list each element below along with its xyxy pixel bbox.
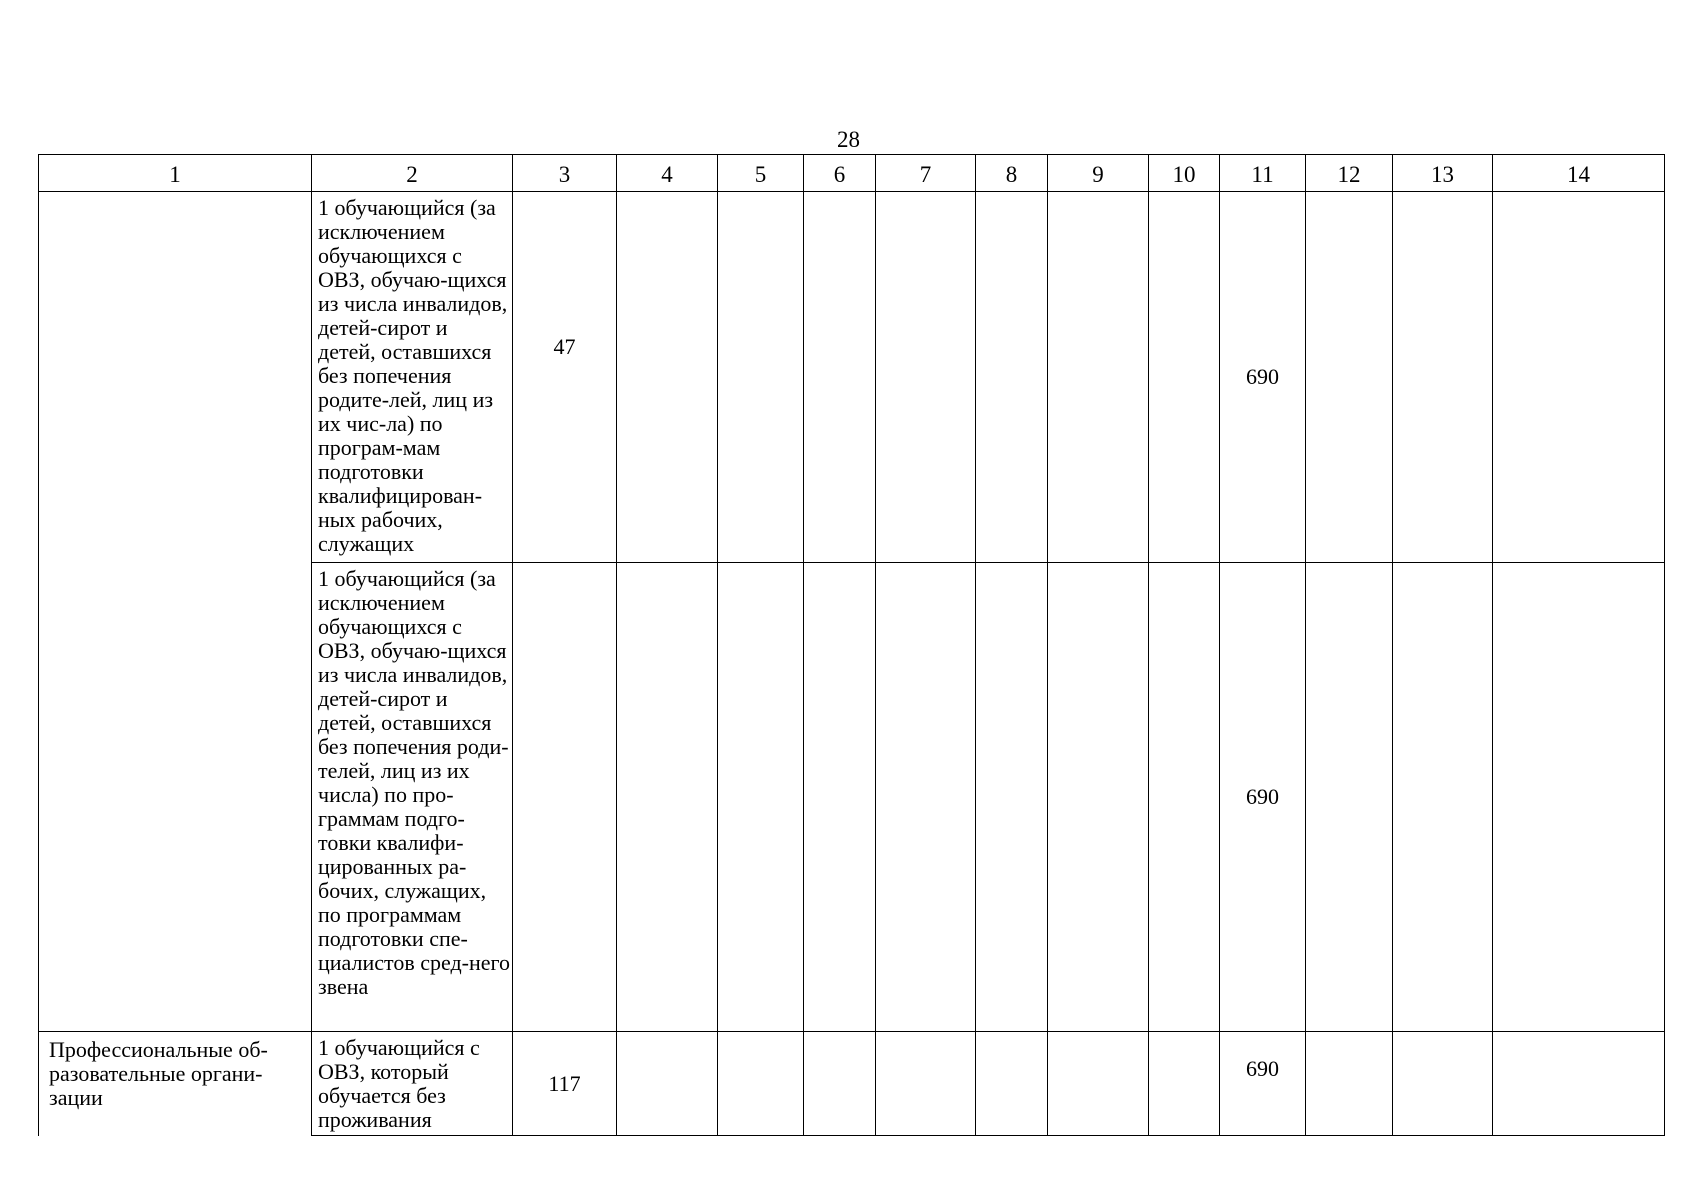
cell-empty	[876, 1032, 976, 1136]
cell-value-col3	[513, 1032, 617, 1136]
cell-empty	[1393, 1032, 1493, 1136]
column-header: 4	[617, 155, 718, 192]
value-col11: 690	[1246, 784, 1279, 809]
data-table	[38, 154, 1665, 1136]
cell-empty	[718, 192, 804, 563]
cell-empty	[718, 1032, 804, 1136]
column-header: 3	[513, 155, 617, 192]
cell-empty	[1493, 192, 1665, 563]
cell-empty	[1306, 563, 1393, 1032]
column-header: 2	[312, 155, 513, 192]
cell-empty	[1393, 563, 1493, 1032]
cell-organization: Профессиональные об-разовательные органи-зации	[39, 1032, 312, 1136]
cell-empty	[1149, 1032, 1220, 1136]
cell-empty	[804, 563, 876, 1032]
value-col11: 690	[1246, 364, 1279, 389]
column-header: 14	[1493, 155, 1665, 192]
table-row	[39, 192, 1665, 563]
cell-empty	[1149, 563, 1220, 1032]
cell-empty	[876, 192, 976, 563]
table-row	[39, 563, 1665, 1032]
value-col3: 47	[553, 334, 576, 359]
cell-empty	[718, 563, 804, 1032]
value-col11: 690	[1246, 1055, 1279, 1081]
cell-organization	[39, 563, 312, 1032]
cell-value-col11	[1220, 563, 1306, 1032]
cell-value-col3	[513, 563, 617, 1032]
cell-description: 1 обучающийся с ОВЗ, который обучается без проживания	[312, 1032, 513, 1136]
value-col3: 117	[548, 1070, 581, 1096]
header-row	[39, 155, 1665, 192]
cell-value-col3	[513, 192, 617, 563]
page-number: 28	[837, 127, 860, 152]
column-header: 9	[1048, 155, 1149, 192]
cell-empty	[617, 192, 718, 563]
cell-empty	[1048, 192, 1149, 563]
cell-empty	[1493, 1032, 1665, 1136]
cell-empty	[1048, 563, 1149, 1032]
cell-empty	[1493, 563, 1665, 1032]
cell-description: 1 обучающийся (за исключением обучающихся с ОВЗ, обучаю-щихся из числа инвалидов, детей-сирот и детей, оставшихся без попечения родите-лей, лиц из их чис-ла) по програм-мам подготовки квалифицирован-ных рабочих, служащих	[312, 192, 513, 563]
column-header: 7	[876, 155, 976, 192]
cell-empty	[976, 192, 1048, 563]
cell-empty	[617, 1032, 718, 1136]
cell-value-col11	[1220, 1032, 1306, 1136]
cell-empty	[1306, 192, 1393, 563]
cell-empty	[617, 563, 718, 1032]
cell-empty	[1306, 1032, 1393, 1136]
cell-empty	[876, 563, 976, 1032]
column-header: 12	[1306, 155, 1393, 192]
column-header: 5	[718, 155, 804, 192]
column-header: 11	[1220, 155, 1306, 192]
cell-empty	[1048, 1032, 1149, 1136]
column-header: 1	[39, 155, 312, 192]
cell-empty	[804, 1032, 876, 1136]
column-header: 10	[1149, 155, 1220, 192]
cell-empty	[1149, 192, 1220, 563]
cell-description: 1 обучающийся (за исключением обучающихся с ОВЗ, обучаю-щихся из числа инвалидов, детей-сирот и детей, оставшихся без попечения роди-телей, лиц из их числа) по про-граммам подго-товки квалифи-цированных ра-бочих, служащих, по программам подготовки спе-циалистов сред-него звена	[312, 563, 513, 1032]
cell-empty	[1393, 192, 1493, 563]
column-header: 13	[1393, 155, 1493, 192]
cell-empty	[804, 192, 876, 563]
cell-value-col11	[1220, 192, 1306, 563]
table-row	[39, 1032, 1665, 1136]
cell-organization	[39, 192, 312, 563]
cell-empty	[976, 1032, 1048, 1136]
column-header: 8	[976, 155, 1048, 192]
cell-empty	[976, 563, 1048, 1032]
column-header: 6	[804, 155, 876, 192]
